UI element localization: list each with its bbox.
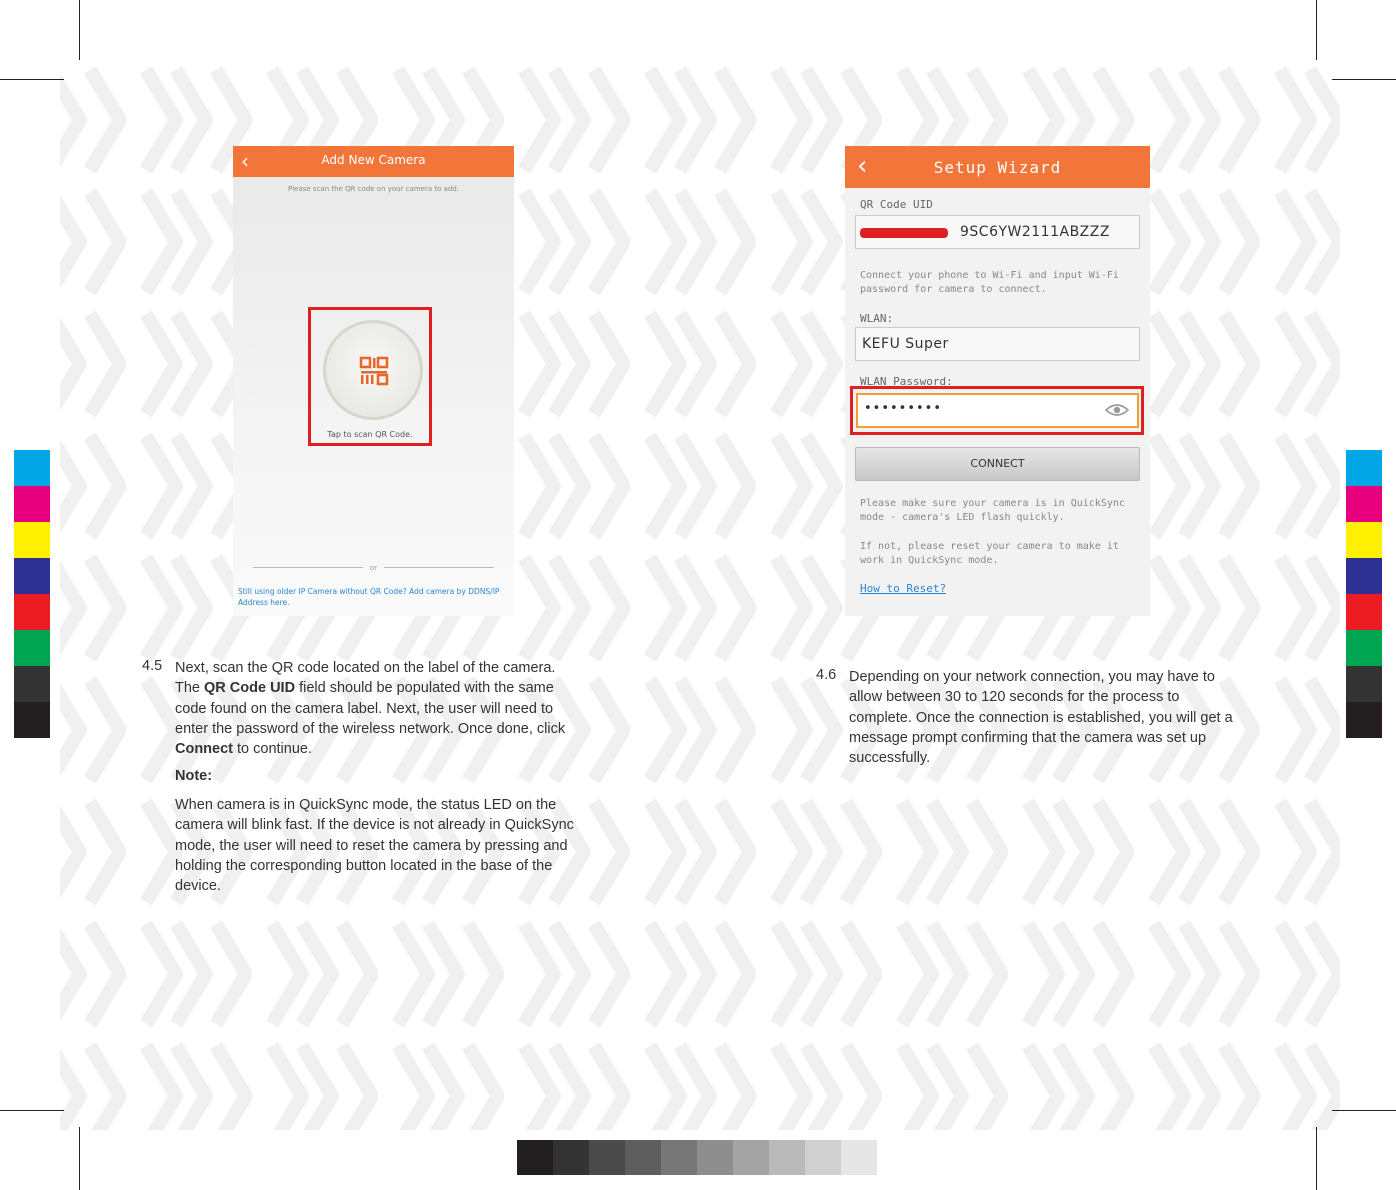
gray-swatch (589, 1140, 625, 1175)
color-bar-left (14, 450, 50, 738)
add-camera-screenshot (233, 146, 514, 616)
qr-code-uid-field[interactable] (855, 215, 1140, 249)
wlan-value: KEFU Super (862, 336, 949, 352)
password-value: ••••••••• (864, 401, 943, 416)
how-to-reset-link[interactable]: How to Reset? (860, 582, 947, 595)
crop-mark (0, 79, 64, 80)
step-number: 4.6 (816, 667, 837, 683)
or-label: or (369, 564, 378, 572)
gray-swatch (841, 1140, 877, 1175)
ddns-ip-link[interactable]: Still using older IP Camera without QR Code? Add camera by DDNS/IP Address here. (238, 587, 500, 607)
wlan-label: WLAN: (860, 312, 894, 325)
reset-info: If not, please reset your camera to make it work in QuickSync mode. (860, 541, 1119, 566)
app-header (233, 146, 514, 177)
redaction-mark (860, 228, 948, 238)
color-swatch (14, 594, 50, 630)
color-bar-right (1346, 450, 1382, 738)
color-swatch (14, 702, 50, 738)
qr-code-icon (359, 356, 389, 386)
connect-button[interactable]: CONNECT (855, 447, 1140, 481)
color-swatch (14, 486, 50, 522)
chevron-left-icon[interactable]: ‹ (241, 149, 249, 173)
crop-mark (1316, 1127, 1317, 1190)
step-text-part: to continue. (233, 741, 312, 758)
setup-wizard-screenshot (845, 146, 1150, 616)
wifi-instructions: Connect your phone to Wi-Fi and input Wi-Fi password for camera to connect. (860, 270, 1119, 295)
step-text (175, 658, 580, 759)
color-swatch (14, 450, 50, 486)
gray-swatch (517, 1140, 553, 1175)
color-swatch (1346, 558, 1382, 594)
note-heading: Note: (175, 768, 213, 784)
grayscale-bar (517, 1140, 877, 1175)
color-swatch (1346, 486, 1382, 522)
step-text: Depending on your network connection, you may have to allow between 30 to 120 seconds for the process to complete. Once the connection is established, you will get a message prompt confirming that the camera was set up successfully. (849, 669, 1233, 767)
crop-mark (1316, 0, 1317, 60)
crop-mark (79, 1127, 80, 1190)
qr-code-uid-value: 9SC6YW2111ABZZZ (960, 224, 1110, 240)
gray-swatch (553, 1140, 589, 1175)
scan-qr-highlight (308, 307, 432, 446)
wlan-field[interactable] (855, 327, 1140, 361)
scan-hint: Please scan the QR code on your camera to add. (287, 185, 460, 193)
step-text-bold: QR Code UID (204, 680, 296, 697)
color-swatch (1346, 594, 1382, 630)
quicksync-info: Please make sure your camera is in QuickSync mode - camera's LED flash quickly. (860, 498, 1125, 523)
color-swatch (1346, 522, 1382, 558)
scan-qr-button[interactable] (323, 320, 423, 420)
gray-swatch (769, 1140, 805, 1175)
crop-mark (1332, 1110, 1396, 1111)
screen-title: Setup Wizard (933, 158, 1062, 177)
color-swatch (1346, 666, 1382, 702)
note-text: When camera is in QuickSync mode, the status LED on the camera will blink fast. If the device is not already in QuickSync mode, the user will need to reset the camera by pressing and holding the corresponding button located in the base of the device. (175, 797, 574, 895)
step-number: 4.5 (142, 658, 163, 674)
color-swatch (14, 630, 50, 666)
step-text-part: Next, scan the QR code located on the label of the camera. The (175, 660, 556, 697)
eye-icon[interactable] (1105, 403, 1129, 417)
wlan-password-field[interactable] (856, 393, 1139, 428)
wlan-password-label: WLAN Password: (860, 375, 953, 385)
tap-to-scan-label: Tap to scan QR Code. (327, 430, 413, 439)
color-swatch (14, 522, 50, 558)
divider (384, 567, 494, 568)
crop-mark (1332, 79, 1396, 80)
app-header (845, 146, 1150, 188)
gray-swatch (805, 1140, 841, 1175)
color-swatch (14, 666, 50, 702)
color-swatch (1346, 450, 1382, 486)
screen-title: Add New Camera (321, 153, 426, 167)
crop-mark (0, 1110, 64, 1111)
chevron-left-icon[interactable]: ‹ (857, 151, 868, 181)
gray-swatch (733, 1140, 769, 1175)
crop-mark (79, 0, 80, 60)
color-swatch (14, 558, 50, 594)
step-text-part: field should be populated with the same code found on the camera label. Next, the user will need to enter the password of the wireless network. Once done, click (175, 680, 566, 737)
gray-swatch (661, 1140, 697, 1175)
step-text-bold: Connect (175, 741, 233, 758)
gray-swatch (697, 1140, 733, 1175)
color-swatch (1346, 630, 1382, 666)
qr-code-uid-label: QR Code UID (860, 198, 933, 211)
gray-swatch (625, 1140, 661, 1175)
color-swatch (1346, 702, 1382, 738)
password-highlight (850, 386, 1144, 435)
